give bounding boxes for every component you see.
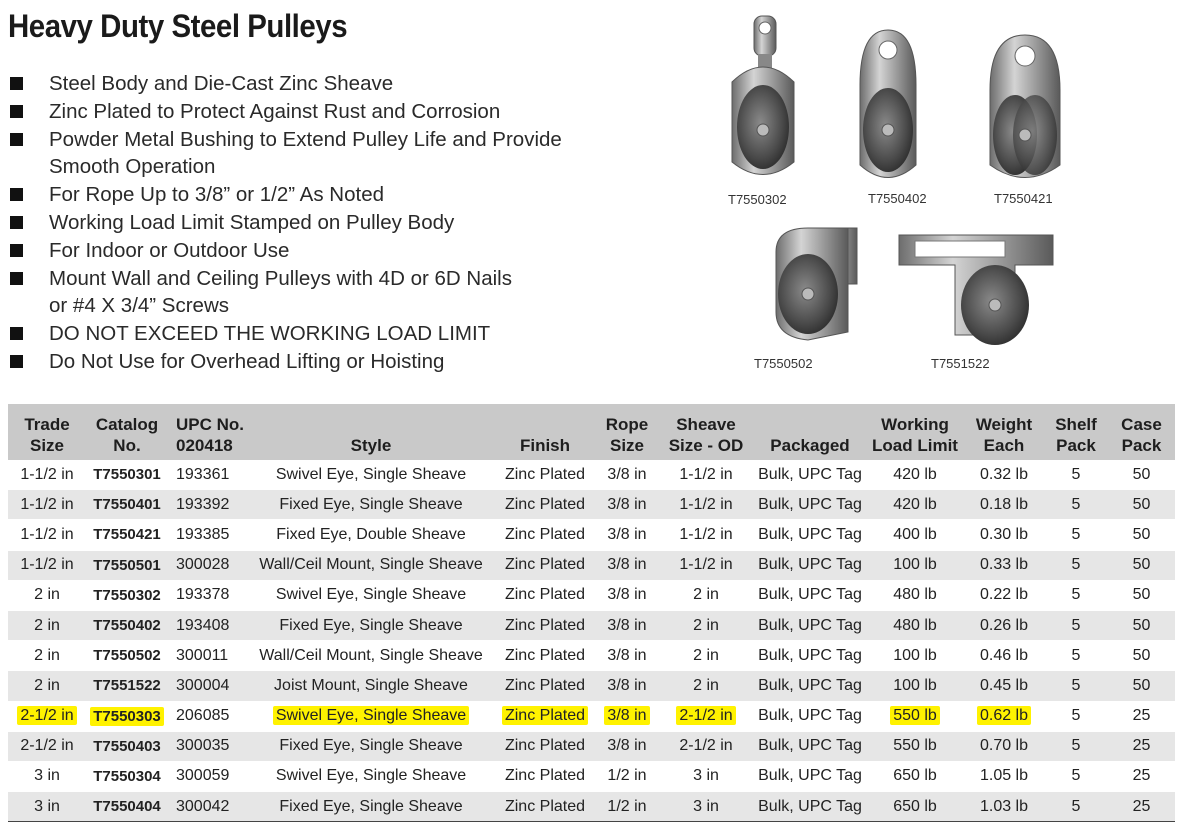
product-label: T7550302	[728, 192, 787, 207]
cell-shelf-pack: 5	[1044, 490, 1108, 520]
square-bullet-icon	[10, 188, 23, 201]
cell-working-load-limit: 480 lb	[866, 610, 964, 640]
cell-rope-size: 3/8 in	[596, 520, 658, 550]
header-rope-size: Rope Size	[596, 404, 658, 460]
cell-upc-no: 300035	[168, 731, 248, 761]
cell-sheave-size: 2 in	[658, 671, 754, 701]
cell-packaged: Bulk, UPC Tag	[754, 460, 866, 490]
feature-list	[8, 70, 608, 376]
cell-finish: Zinc Plated	[494, 520, 596, 550]
cell-sheave-size: 2 in	[658, 641, 754, 671]
cell-catalog-no: T7550303	[86, 701, 168, 731]
header-finish: Finish	[494, 404, 596, 460]
product-double-sheave-pulley	[980, 30, 1070, 206]
table-row	[8, 550, 1175, 580]
cell-working-load-limit: 100 lb	[866, 671, 964, 701]
table-row	[8, 460, 1175, 490]
cell-style: Wall/Ceil Mount, Single Sheave	[248, 550, 494, 580]
cell-style: Swivel Eye, Single Sheave	[248, 580, 494, 610]
square-bullet-icon	[10, 77, 23, 90]
header-packaged: Packaged	[754, 404, 866, 460]
header-case-pack: Case Pack	[1108, 404, 1175, 460]
feature-item: DO NOT EXCEED THE WORKING LOAD LIMIT	[8, 320, 608, 348]
cell-upc-no: 300042	[168, 792, 248, 822]
double-sheave-pulley-image	[980, 30, 1070, 190]
square-bullet-icon	[10, 355, 23, 368]
cell-case-pack: 50	[1108, 641, 1175, 671]
feature-item: Powder Metal Bushing to Extend Pulley Life and Provide	[8, 126, 608, 154]
cell-trade-size: 3 in	[8, 761, 86, 791]
cell-weight-each: 0.46 lb	[964, 641, 1044, 671]
cell-weight-each: 0.18 lb	[964, 490, 1044, 520]
cell-trade-size: 2 in	[8, 580, 86, 610]
cell-sheave-size: 1-1/2 in	[658, 520, 754, 550]
table-row	[8, 580, 1175, 610]
header-shelf-pack: Shelf Pack	[1044, 404, 1108, 460]
feature-item-continuation: Smooth Operation	[49, 155, 216, 179]
table-row	[8, 610, 1175, 640]
spec-table	[8, 404, 1175, 822]
cell-shelf-pack: 5	[1044, 731, 1108, 761]
cell-working-load-limit: 650 lb	[866, 761, 964, 791]
cell-rope-size: 3/8 in	[596, 731, 658, 761]
cell-sheave-size: 2 in	[658, 610, 754, 640]
cell-catalog-no: T7550401	[86, 490, 168, 520]
cell-packaged: Bulk, UPC Tag	[754, 580, 866, 610]
cell-trade-size: 3 in	[8, 792, 86, 822]
cell-trade-size: 1-1/2 in	[8, 550, 86, 580]
cell-upc-no: 193392	[168, 490, 248, 520]
cell-working-load-limit: 400 lb	[866, 520, 964, 550]
cell-trade-size: 2-1/2 in	[8, 701, 86, 731]
cell-catalog-no: T7550421	[86, 520, 168, 550]
cell-sheave-size: 2-1/2 in	[658, 731, 754, 761]
cell-packaged: Bulk, UPC Tag	[754, 520, 866, 550]
cell-case-pack: 50	[1108, 490, 1175, 520]
header-style: Style	[248, 404, 494, 460]
cell-working-load-limit: 550 lb	[866, 731, 964, 761]
cell-weight-each: 0.33 lb	[964, 550, 1044, 580]
page-title: Heavy Duty Steel Pulleys	[8, 8, 348, 44]
swivel-eye-pulley-image	[718, 12, 808, 187]
cell-style: Wall/Ceil Mount, Single Sheave	[248, 641, 494, 671]
square-bullet-icon	[10, 272, 23, 285]
cell-finish: Zinc Plated	[494, 731, 596, 761]
cell-finish: Zinc Plated	[494, 701, 596, 731]
cell-working-load-limit: 420 lb	[866, 490, 964, 520]
feature-item: For Indoor or Outdoor Use	[8, 237, 608, 265]
cell-finish: Zinc Plated	[494, 490, 596, 520]
cell-shelf-pack: 5	[1044, 701, 1108, 731]
cell-working-load-limit: 550 lb	[866, 701, 964, 731]
cell-shelf-pack: 5	[1044, 610, 1108, 640]
cell-weight-each: 0.70 lb	[964, 731, 1044, 761]
cell-packaged: Bulk, UPC Tag	[754, 641, 866, 671]
cell-upc-no: 193378	[168, 580, 248, 610]
cell-shelf-pack: 5	[1044, 520, 1108, 550]
cell-rope-size: 1/2 in	[596, 761, 658, 791]
cell-finish: Zinc Plated	[494, 550, 596, 580]
cell-case-pack: 50	[1108, 610, 1175, 640]
cell-packaged: Bulk, UPC Tag	[754, 610, 866, 640]
cell-upc-no: 206085	[168, 701, 248, 731]
cell-rope-size: 3/8 in	[596, 460, 658, 490]
cell-trade-size: 1-1/2 in	[8, 460, 86, 490]
table-row	[8, 761, 1175, 791]
cell-working-load-limit: 420 lb	[866, 460, 964, 490]
cell-style: Fixed Eye, Double Sheave	[248, 520, 494, 550]
square-bullet-icon	[10, 327, 23, 340]
feature-item: Mount Wall and Ceiling Pulleys with 4D or 6D Nails	[8, 265, 608, 293]
table-row	[8, 641, 1175, 671]
cell-finish: Zinc Plated	[494, 641, 596, 671]
table-row	[8, 731, 1175, 761]
cell-weight-each: 1.03 lb	[964, 792, 1044, 822]
cell-catalog-no: T7550302	[86, 580, 168, 610]
cell-shelf-pack: 5	[1044, 761, 1108, 791]
cell-working-load-limit: 480 lb	[866, 580, 964, 610]
cell-packaged: Bulk, UPC Tag	[754, 490, 866, 520]
cell-weight-each: 0.30 lb	[964, 520, 1044, 550]
cell-shelf-pack: 5	[1044, 550, 1108, 580]
cell-style: Fixed Eye, Single Sheave	[248, 490, 494, 520]
cell-weight-each: 0.45 lb	[964, 671, 1044, 701]
cell-sheave-size: 3 in	[658, 792, 754, 822]
cell-case-pack: 25	[1108, 731, 1175, 761]
cell-case-pack: 50	[1108, 550, 1175, 580]
cell-case-pack: 50	[1108, 580, 1175, 610]
cell-style: Fixed Eye, Single Sheave	[248, 731, 494, 761]
cell-sheave-size: 2-1/2 in	[658, 701, 754, 731]
product-images	[700, 0, 1181, 400]
cell-rope-size: 3/8 in	[596, 671, 658, 701]
cell-weight-each: 0.26 lb	[964, 610, 1044, 640]
product-label: T7550421	[994, 191, 1053, 206]
cell-case-pack: 25	[1108, 761, 1175, 791]
cell-case-pack: 50	[1108, 520, 1175, 550]
cell-finish: Zinc Plated	[494, 671, 596, 701]
cell-weight-each: 1.05 lb	[964, 761, 1044, 791]
cell-working-load-limit: 100 lb	[866, 550, 964, 580]
cell-rope-size: 3/8 in	[596, 580, 658, 610]
header-sheave-size: Sheave Size - OD	[658, 404, 754, 460]
cell-upc-no: 193408	[168, 610, 248, 640]
cell-packaged: Bulk, UPC Tag	[754, 701, 866, 731]
feature-item: For Rope Up to 3/8” or 1/2” As Noted	[8, 181, 608, 209]
cell-rope-size: 3/8 in	[596, 550, 658, 580]
table-row	[8, 792, 1175, 822]
header-weight-each: Weight Each	[964, 404, 1044, 460]
wall-mount-pulley-image	[768, 222, 863, 347]
cell-trade-size: 2-1/2 in	[8, 731, 86, 761]
product-swivel-eye-pulley	[718, 12, 808, 207]
cell-catalog-no: T7550502	[86, 641, 168, 671]
cell-shelf-pack: 5	[1044, 580, 1108, 610]
cell-trade-size: 1-1/2 in	[8, 520, 86, 550]
cell-case-pack: 50	[1108, 460, 1175, 490]
square-bullet-icon	[10, 105, 23, 118]
feature-item: Steel Body and Die-Cast Zinc Sheave	[8, 70, 608, 98]
cell-upc-no: 300059	[168, 761, 248, 791]
cell-upc-no: 193361	[168, 460, 248, 490]
cell-trade-size: 1-1/2 in	[8, 490, 86, 520]
product-joist-mount-pulley	[895, 225, 1057, 371]
cell-shelf-pack: 5	[1044, 671, 1108, 701]
table-row	[8, 520, 1175, 550]
cell-sheave-size: 1-1/2 in	[658, 490, 754, 520]
cell-finish: Zinc Plated	[494, 610, 596, 640]
header-upc-no: UPC No. 020418	[168, 404, 248, 460]
square-bullet-icon	[10, 244, 23, 257]
cell-catalog-no: T7550402	[86, 610, 168, 640]
cell-sheave-size: 1-1/2 in	[658, 460, 754, 490]
cell-catalog-no: T7550501	[86, 550, 168, 580]
cell-weight-each: 0.62 lb	[964, 701, 1044, 731]
cell-sheave-size: 3 in	[658, 761, 754, 791]
product-label: T7550502	[754, 356, 813, 371]
fixed-eye-pulley-image	[848, 25, 928, 190]
cell-style: Joist Mount, Single Sheave	[248, 671, 494, 701]
cell-weight-each: 0.22 lb	[964, 580, 1044, 610]
cell-finish: Zinc Plated	[494, 792, 596, 822]
cell-working-load-limit: 650 lb	[866, 792, 964, 822]
cell-packaged: Bulk, UPC Tag	[754, 550, 866, 580]
cell-finish: Zinc Plated	[494, 580, 596, 610]
cell-rope-size: 3/8 in	[596, 641, 658, 671]
table-row	[8, 671, 1175, 701]
feature-item: Working Load Limit Stamped on Pulley Body	[8, 209, 608, 237]
cell-trade-size: 2 in	[8, 641, 86, 671]
cell-sheave-size: 2 in	[658, 580, 754, 610]
product-wall-mount-pulley	[754, 222, 863, 371]
cell-rope-size: 3/8 in	[596, 701, 658, 731]
cell-case-pack: 25	[1108, 701, 1175, 731]
cell-packaged: Bulk, UPC Tag	[754, 761, 866, 791]
cell-finish: Zinc Plated	[494, 761, 596, 791]
square-bullet-icon	[10, 133, 23, 146]
product-fixed-eye-pulley	[848, 25, 928, 206]
cell-catalog-no: T7551522	[86, 671, 168, 701]
cell-trade-size: 2 in	[8, 671, 86, 701]
cell-catalog-no: T7550301	[86, 460, 168, 490]
product-label: T7550402	[868, 191, 927, 206]
cell-rope-size: 3/8 in	[596, 490, 658, 520]
cell-sheave-size: 1-1/2 in	[658, 550, 754, 580]
product-label: T7551522	[931, 356, 990, 371]
cell-shelf-pack: 5	[1044, 792, 1108, 822]
cell-style: Swivel Eye, Single Sheave	[248, 701, 494, 731]
cell-upc-no: 300028	[168, 550, 248, 580]
spec-table-body	[8, 460, 1175, 822]
square-bullet-icon	[10, 216, 23, 229]
cell-catalog-no: T7550404	[86, 792, 168, 822]
feature-item-continuation: or #4 X 3/4” Screws	[49, 294, 230, 318]
table-row	[8, 490, 1175, 520]
cell-style: Swivel Eye, Single Sheave	[248, 460, 494, 490]
header-working-load-limit: Working Load Limit	[866, 404, 964, 460]
table-row	[8, 701, 1175, 731]
cell-catalog-no: T7550403	[86, 731, 168, 761]
cell-style: Fixed Eye, Single Sheave	[248, 792, 494, 822]
cell-finish: Zinc Plated	[494, 460, 596, 490]
cell-rope-size: 3/8 in	[596, 610, 658, 640]
cell-upc-no: 300004	[168, 671, 248, 701]
header-trade-size: Trade Size	[8, 404, 86, 460]
feature-item: Do Not Use for Overhead Lifting or Hoisting	[8, 348, 608, 376]
cell-packaged: Bulk, UPC Tag	[754, 731, 866, 761]
cell-style: Fixed Eye, Single Sheave	[248, 610, 494, 640]
cell-style: Swivel Eye, Single Sheave	[248, 761, 494, 791]
header-catalog-no: Catalog No.	[86, 404, 168, 460]
cell-shelf-pack: 5	[1044, 641, 1108, 671]
cell-rope-size: 1/2 in	[596, 792, 658, 822]
feature-item: Zinc Plated to Protect Against Rust and Corrosion	[8, 98, 608, 126]
cell-trade-size: 2 in	[8, 610, 86, 640]
cell-working-load-limit: 100 lb	[866, 641, 964, 671]
cell-catalog-no: T7550304	[86, 761, 168, 791]
joist-mount-pulley-image	[895, 225, 1057, 350]
table-header-row	[8, 404, 1175, 460]
cell-case-pack: 50	[1108, 671, 1175, 701]
cell-upc-no: 193385	[168, 520, 248, 550]
cell-shelf-pack: 5	[1044, 460, 1108, 490]
cell-packaged: Bulk, UPC Tag	[754, 671, 866, 701]
cell-case-pack: 25	[1108, 792, 1175, 822]
cell-packaged: Bulk, UPC Tag	[754, 792, 866, 822]
cell-weight-each: 0.32 lb	[964, 460, 1044, 490]
cell-upc-no: 300011	[168, 641, 248, 671]
